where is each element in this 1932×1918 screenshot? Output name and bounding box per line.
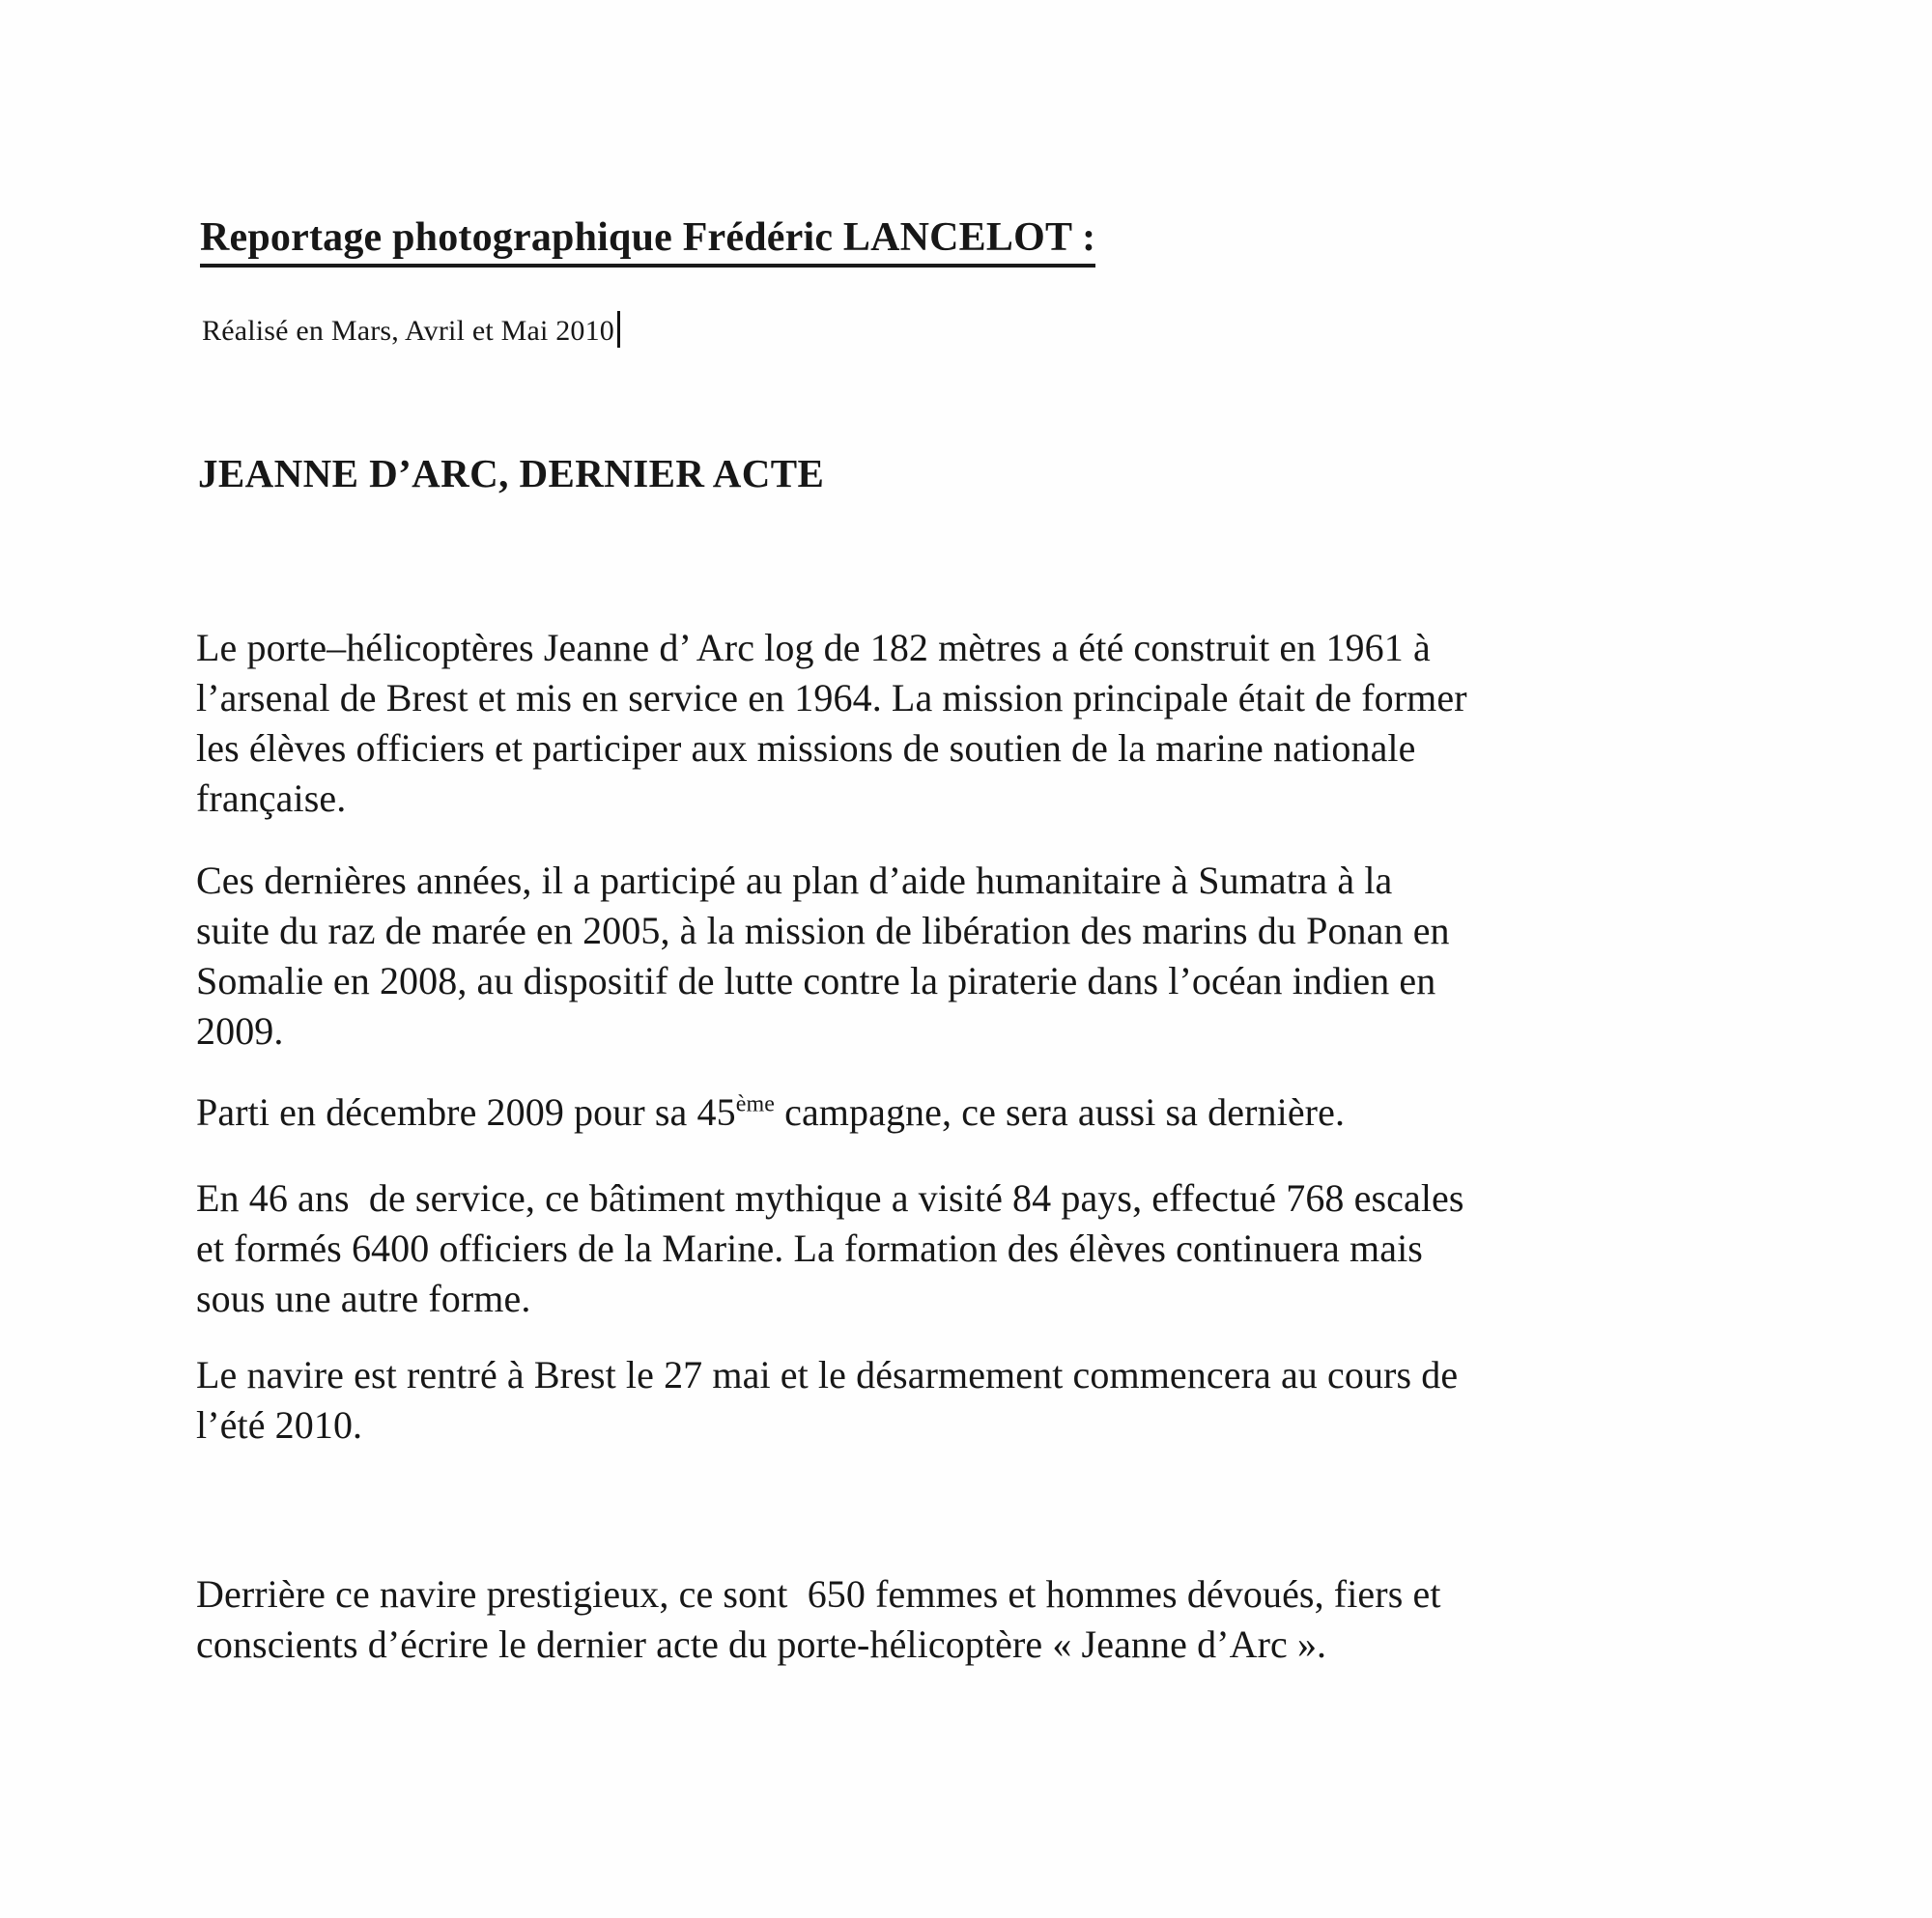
paragraph-line: Le porte–hélicoptères Jeanne d’ Arc log de 182 mètres a été construit en 1961 à [196,626,1431,669]
paragraph-line: 2009. [196,1009,284,1053]
paragraph-line: Somalie en 2008, au dispositif de lutte contre la piraterie dans l’océan indien en [196,959,1436,1002]
paragraph-line: les élèves officiers et participer aux missions de soutien de la marine nationale [196,726,1416,770]
paragraph-line: l’arsenal de Brest et mis en service en 1964. La mission principale était de former [196,676,1467,719]
subtitle-line [202,311,620,348]
campaign-text-after: campagne, ce sera aussi sa dernière. [774,1090,1346,1134]
paragraph-service-record [196,1173,1684,1324]
ordinal-superscript: ème [735,1091,775,1117]
paragraph-line: En 46 ans de service, ce bâtiment mythique a visité 84 pays, effectué 768 escales [196,1176,1464,1220]
paragraph-line: sous une autre forme. [196,1277,531,1320]
paragraph-line [196,1087,1684,1138]
campaign-text-before: Parti en décembre 2009 pour sa 45 [196,1090,736,1134]
subtitle-text: Réalisé en Mars, Avril et Mai 2010 [202,315,614,347]
paragraph-line: Ces dernières années, il a participé au plan d’aide humanitaire à Sumatra à la [196,859,1393,902]
paragraph-line: l’été 2010. [196,1403,363,1447]
paragraph-line: Derrière ce navire prestigieux, ce sont 650 femmes et hommes dévoués, fiers et [196,1572,1441,1616]
paragraph-line: Le navire est rentré à Brest le 27 mai et le désarmement commencera au cours de [196,1353,1459,1396]
paragraph-line: suite du raz de marée en 2005, à la mission de libération des marins du Ponan en [196,909,1450,952]
paragraph-crew-tribute [196,1569,1684,1670]
report-title-text: Reportage photographique Frédéric LANCELOT : [200,215,1095,268]
paragraph-ship-intro [196,623,1684,824]
paragraph-line: conscients d’écrire le dernier acte du porte-hélicoptère « Jeanne d’Arc ». [196,1622,1327,1666]
report-title [200,214,1095,261]
text-cursor [617,311,620,348]
paragraph-line: et formés 6400 officiers de la Marine. La formation des élèves continuera mais [196,1227,1423,1270]
section-heading: JEANNE D’ARC, DERNIER ACTE [198,451,825,495]
paragraph-last-campaign [196,1087,1684,1138]
paragraph-return-brest [196,1350,1684,1451]
paragraph-recent-missions [196,856,1684,1057]
paragraph-line: française. [196,776,347,820]
